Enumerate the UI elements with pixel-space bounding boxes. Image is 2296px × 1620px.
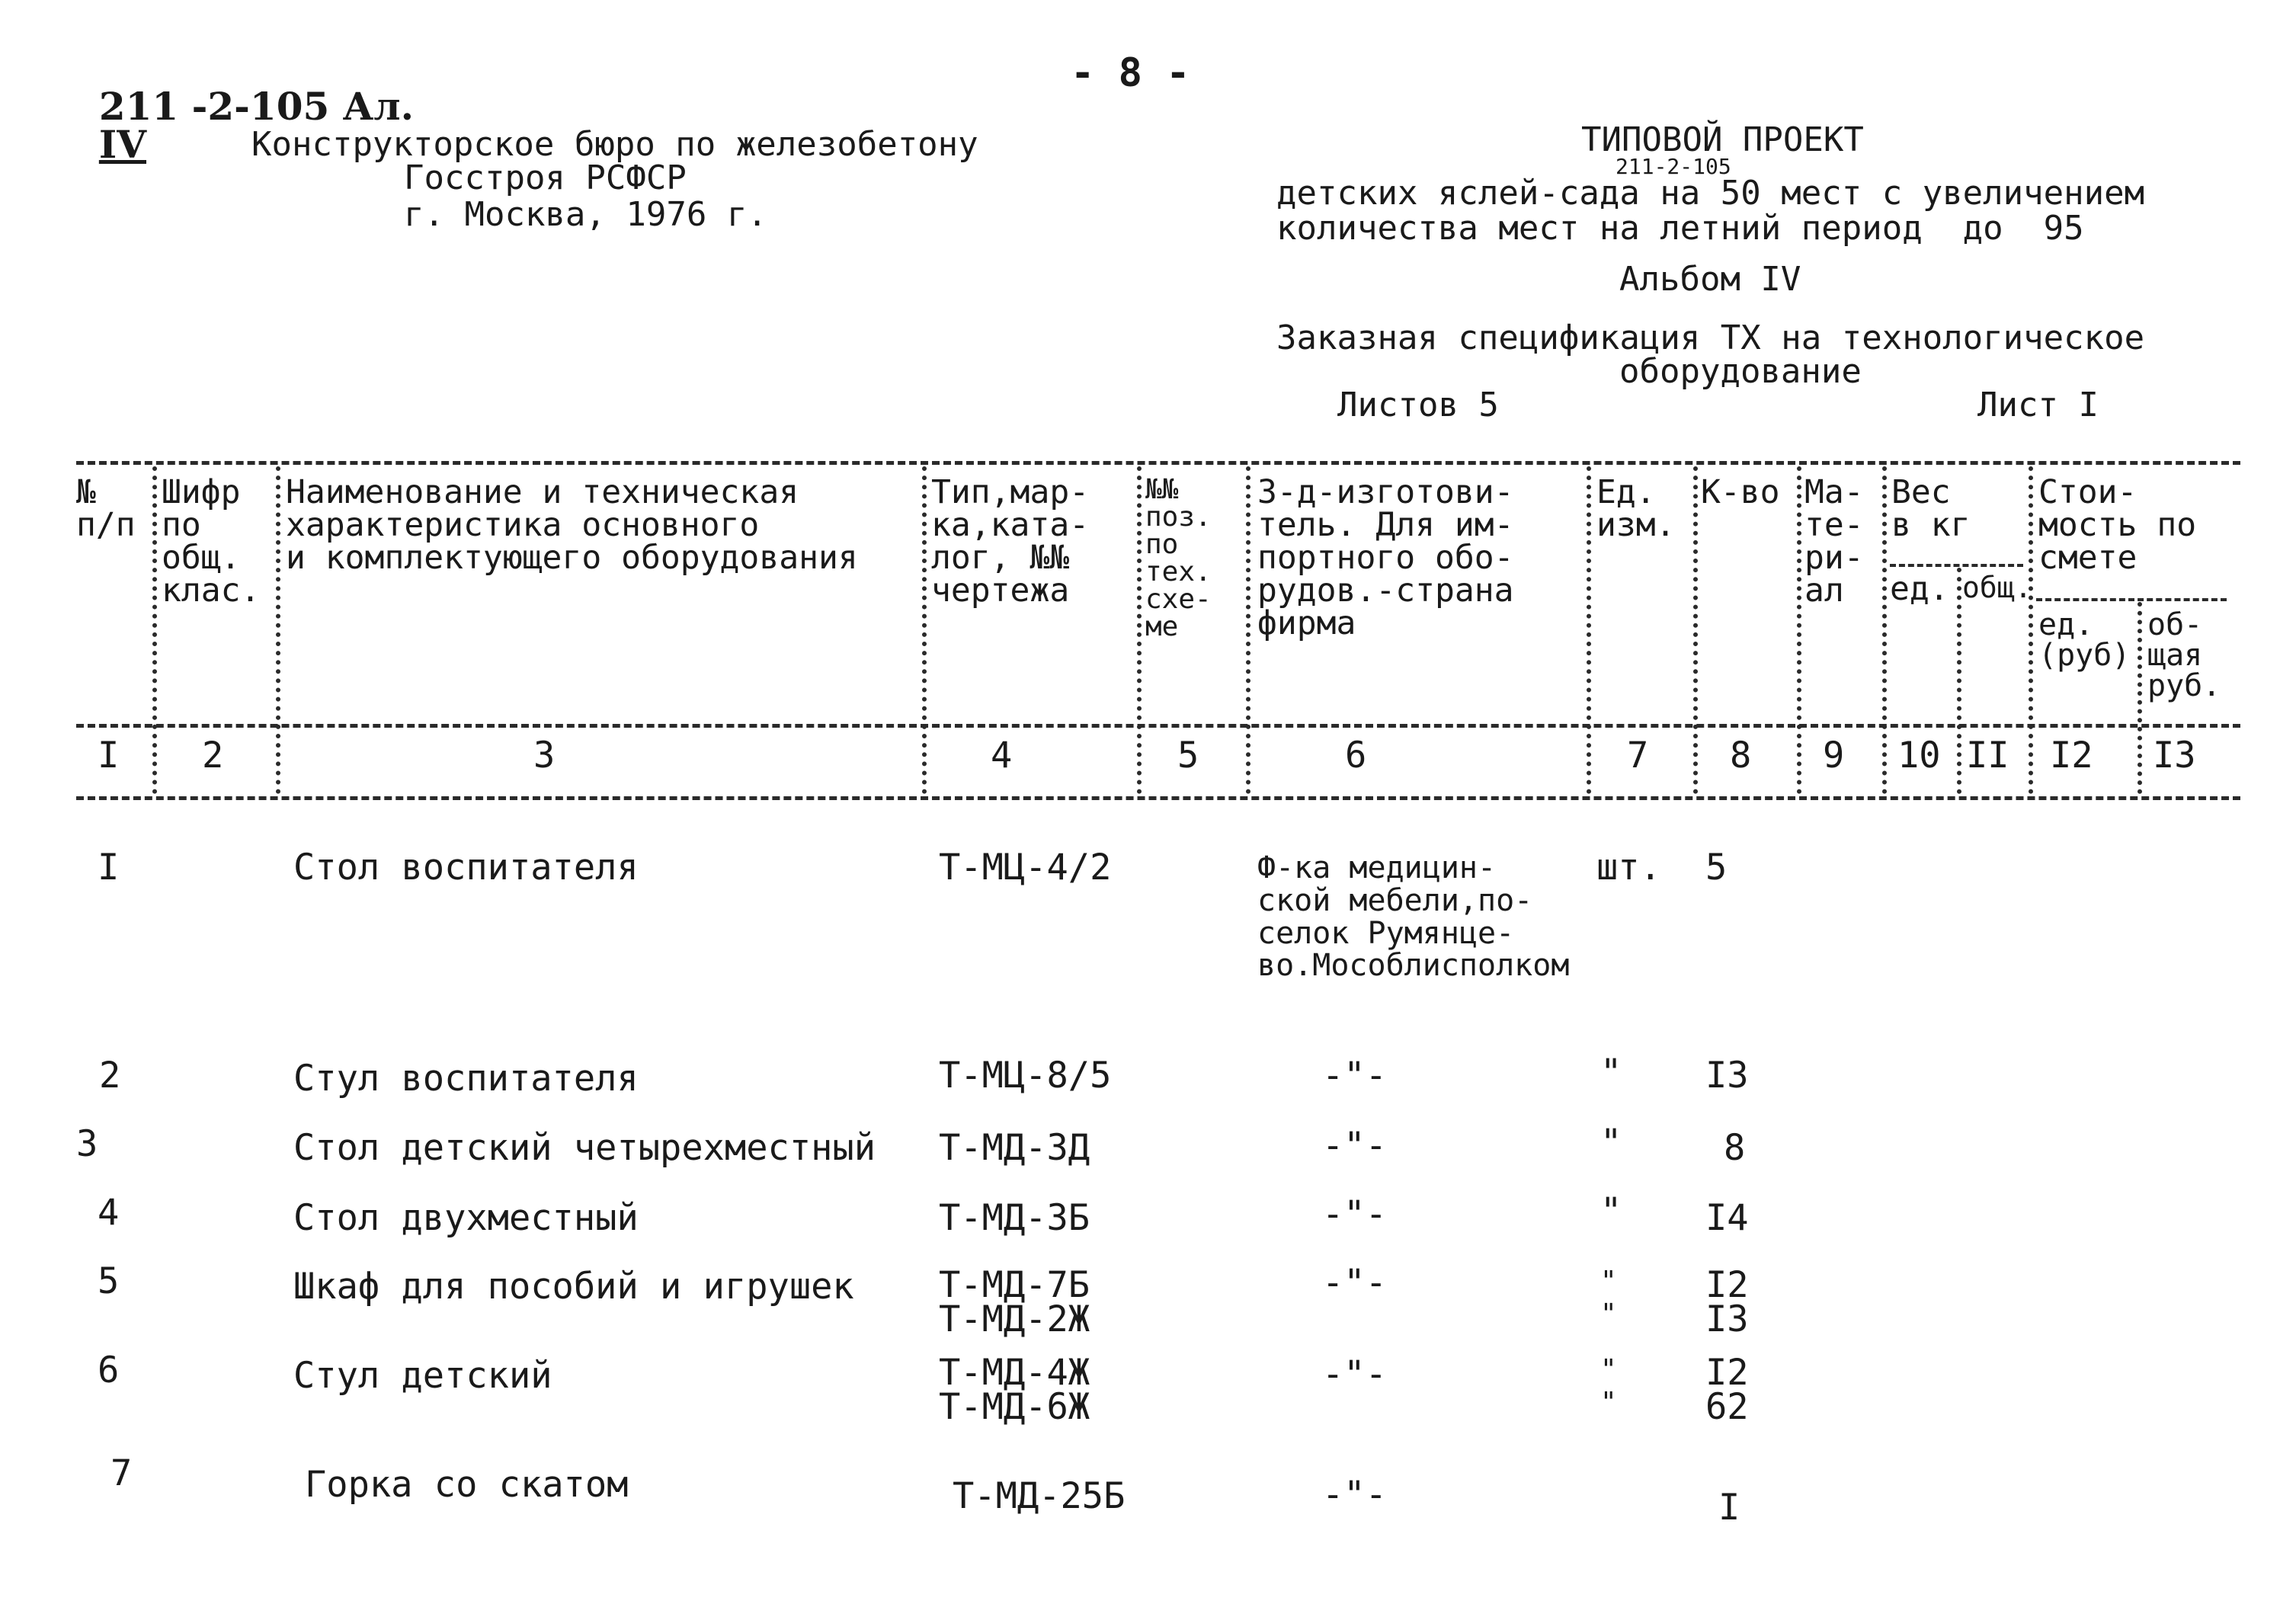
col-header-type: Тип,мар- ка,ката- лог, №№ чертежа [931, 473, 1090, 610]
row-qty: I2 I3 [1705, 1264, 1749, 1340]
col-number: 2 [202, 735, 224, 776]
col-number: 9 [1823, 735, 1845, 776]
row-maker: -"- [1322, 1055, 1387, 1097]
doc-code-text: 211 -2-105 Ал. [98, 84, 415, 129]
column-separator [1957, 568, 1961, 794]
col-number: 8 [1730, 735, 1752, 776]
col-header-weight-unit: ед. [1890, 570, 1949, 608]
col-header-pos: №№ поз. по тех. схе- ме [1145, 474, 1212, 642]
project-desc-2: количества мест на летний период до 95 [1276, 209, 2084, 248]
table-top-rule [76, 461, 2240, 465]
cost-subheader-rule [2036, 598, 2227, 601]
col-header-code: Шифр по общ. клас. [162, 473, 261, 610]
row-name: Шкаф для пособий и игрушек [293, 1266, 854, 1308]
col-header-cost-total: об- щая руб. [2147, 607, 2221, 703]
row-type: Т-МД-7Б Т-МД-2Ж [939, 1264, 1090, 1340]
row-qty: I [1718, 1487, 1740, 1529]
row-name: Стул воспитателя [293, 1058, 639, 1100]
row-maker: -"- [1322, 1193, 1387, 1235]
column-separator [1693, 466, 1698, 794]
row-type: Т-МД-4Ж Т-МД-6Ж [939, 1352, 1090, 1428]
column-separator [1246, 466, 1250, 794]
col-number: I2 [2050, 735, 2093, 776]
row-maker: -"- [1322, 1353, 1387, 1395]
column-separator [2029, 466, 2033, 794]
col-header-num: № п/п [76, 473, 136, 544]
spec-line-2: оборудование [1619, 352, 1862, 391]
row-name: Горка со скатом [305, 1464, 629, 1506]
col-header-name: Наименование и техническая характеристика основного и комплектующего оборудования [286, 473, 858, 577]
col-header-maker: З-д-изготови- тель. Для им- портного обо- рудов.-страна фирма [1257, 473, 1514, 642]
column-separator [1797, 466, 1801, 794]
col-number: 3 [533, 735, 556, 776]
col-header-cost-unit: ед. (руб) [2038, 607, 2131, 673]
col-number: II [1966, 735, 2009, 776]
col-header-material: Ма- те- ри- ал [1804, 473, 1864, 610]
row-num: 6 [98, 1349, 120, 1391]
row-num: 3 [76, 1123, 98, 1165]
column-separator [1882, 466, 1887, 794]
col-number: 4 [991, 735, 1013, 776]
col-header-unit: Ед. изм. [1596, 473, 1676, 544]
col-header-weight: Вес в кг [1891, 473, 1971, 544]
row-unit: шт. [1596, 847, 1661, 888]
org-line-1: Конструкторское бюро по железобетону [251, 125, 978, 164]
row-num: 7 [110, 1452, 133, 1494]
column-separator [152, 466, 157, 794]
col-number: 7 [1627, 735, 1649, 776]
project-desc-1: детских яслей-сада на 50 мест с увеличением [1276, 174, 2145, 213]
album-mark: IV [98, 122, 147, 167]
col-number: 5 [1177, 735, 1199, 776]
row-qty: I4 [1705, 1197, 1749, 1239]
row-unit: " [1600, 1190, 1622, 1232]
col-number: I3 [2153, 735, 2196, 776]
column-separator [922, 466, 927, 794]
row-maker: -"- [1322, 1262, 1387, 1304]
col-number: 6 [1345, 735, 1367, 776]
row-type: Т-МД-3Д [939, 1127, 1090, 1169]
spec-line-1: Заказная спецификация ТХ на технологическое [1276, 319, 2145, 357]
column-separator [1587, 466, 1591, 794]
row-type: Т-МЦ-8/5 [939, 1055, 1112, 1097]
column-separator [2137, 602, 2142, 794]
header-bottom-rule [76, 724, 2240, 728]
row-num: 4 [98, 1192, 120, 1234]
sheet-number: Лист I [1977, 386, 2099, 424]
row-name: Стул детский [293, 1355, 552, 1397]
row-qty: 5 [1705, 847, 1728, 888]
project-code: 211-2-105 [1616, 154, 1731, 179]
col-header-qty: К-во [1701, 473, 1780, 511]
album-label: Альбом IV [1619, 260, 1801, 299]
row-unit: " [1600, 1052, 1622, 1093]
sheets-count: Листов 5 [1337, 386, 1499, 424]
org-line-3: г. Москва, 1976 г. [404, 195, 767, 234]
col-header-weight-total: общ. [1962, 571, 2032, 604]
row-maker: Ф-ка медицин- ской мебели,по- селок Румянце- во.Мособлисполком [1257, 850, 1570, 984]
row-name: Стол двухместный [293, 1197, 639, 1239]
row-num: 5 [98, 1260, 120, 1302]
col-number: 10 [1897, 735, 1941, 776]
row-qty: I2 62 [1705, 1352, 1749, 1428]
row-unit: " " [1600, 1354, 1617, 1419]
row-type: Т-МЦ-4/2 [939, 847, 1112, 888]
page-number: - 8 - [1071, 50, 1190, 96]
column-separator [276, 466, 280, 794]
row-maker: -"- [1322, 1474, 1387, 1516]
row-qty: I3 [1705, 1055, 1749, 1097]
row-name: Стол воспитателя [293, 847, 639, 888]
row-maker: -"- [1322, 1125, 1387, 1167]
col-number: I [98, 735, 120, 776]
project-title: ТИПОВОЙ ПРОЕКТ [1581, 120, 1864, 159]
weight-subheader-rule [1890, 564, 2023, 567]
row-unit: " [1600, 1122, 1622, 1164]
row-num: I [98, 847, 120, 888]
col-header-cost: Стои- мость по смете [2038, 473, 2197, 577]
row-num: 2 [99, 1055, 121, 1097]
org-line-2: Госстроя РСФСР [404, 158, 687, 197]
row-type: Т-МД-3Б [939, 1197, 1090, 1239]
row-type: Т-МД-25Б [953, 1475, 1126, 1517]
numbers-bottom-rule [76, 796, 2240, 800]
row-qty: 8 [1724, 1127, 1746, 1169]
column-separator [1137, 466, 1142, 794]
row-unit: " " [1600, 1266, 1617, 1330]
row-name: Стол детский четырехместный [293, 1127, 876, 1169]
